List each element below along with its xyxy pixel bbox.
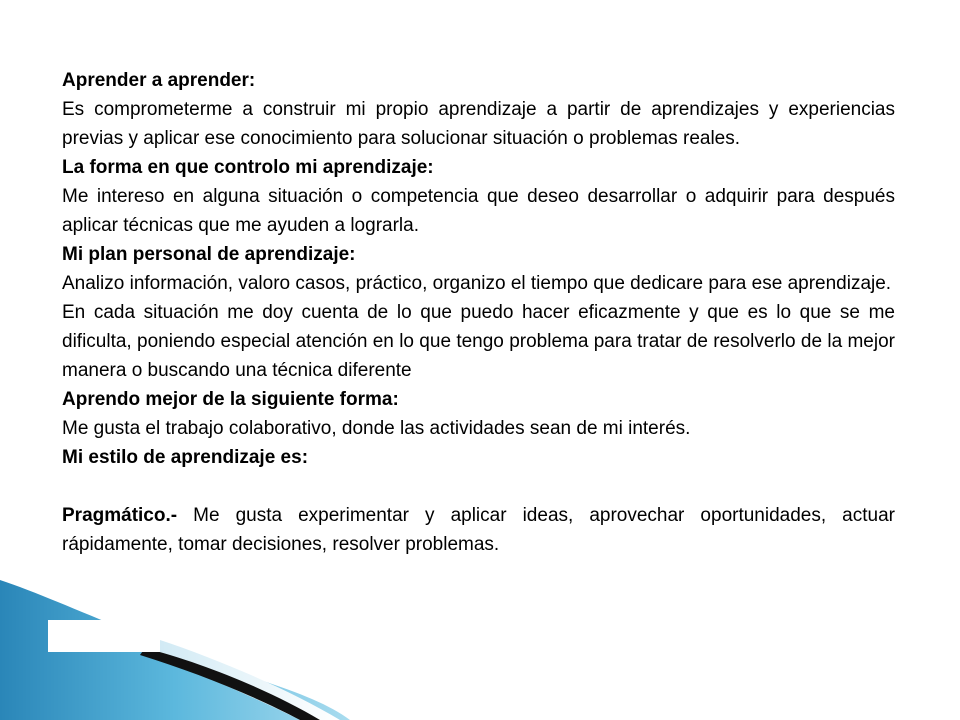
- document-body: [62, 66, 895, 559]
- section-body-aprender: Es comprometerme a construir mi propio aprendizaje a partir de aprendizajes y experiencias previas y aplicar ese conocimiento para solucionar situación o problemas reales.: [62, 99, 895, 149]
- section-heading-aprender: Aprender a aprender:: [62, 70, 256, 91]
- section-body-control: Me intereso en alguna situación o competencia que deseo desarrollar o adquirir para después aplicar técnicas que me ayuden a lograrla.: [62, 186, 895, 236]
- style-result-paragraph: [62, 501, 895, 559]
- section-heading-estilo: Mi estilo de aprendizaje es:: [62, 447, 309, 468]
- style-result-text: Me gusta experimentar y aplicar ideas, aprovechar oportunidades, actuar rápidamente, tomar decisiones, resolver problemas.: [62, 505, 895, 555]
- section-body-aprendo: Me gusta el trabajo colaborativo, donde las actividades sean de mi interés.: [62, 418, 691, 439]
- style-result-lead: Pragmático.-: [62, 505, 178, 526]
- section-heading-plan: Mi plan personal de aprendizaje:: [62, 244, 356, 265]
- section-heading-control: La forma en que controlo mi aprendizaje:: [62, 157, 434, 178]
- section-body-plan: Analizo información, valoro casos, práctico, organizo el tiempo que dedicare para ese aprendizaje.: [62, 273, 892, 294]
- white-panel: [48, 620, 160, 652]
- section-body-plan-2: En cada situación me doy cuenta de lo que puedo hacer eficazmente y que es lo que se me dificulta, poniendo especial atención en lo que tengo problema para tratar de resolverlo de la mejor manera o buscando una técnica diferente: [62, 302, 895, 381]
- section-heading-aprendo: Aprendo mejor de la siguiente forma:: [62, 389, 399, 410]
- spacer: [62, 472, 895, 501]
